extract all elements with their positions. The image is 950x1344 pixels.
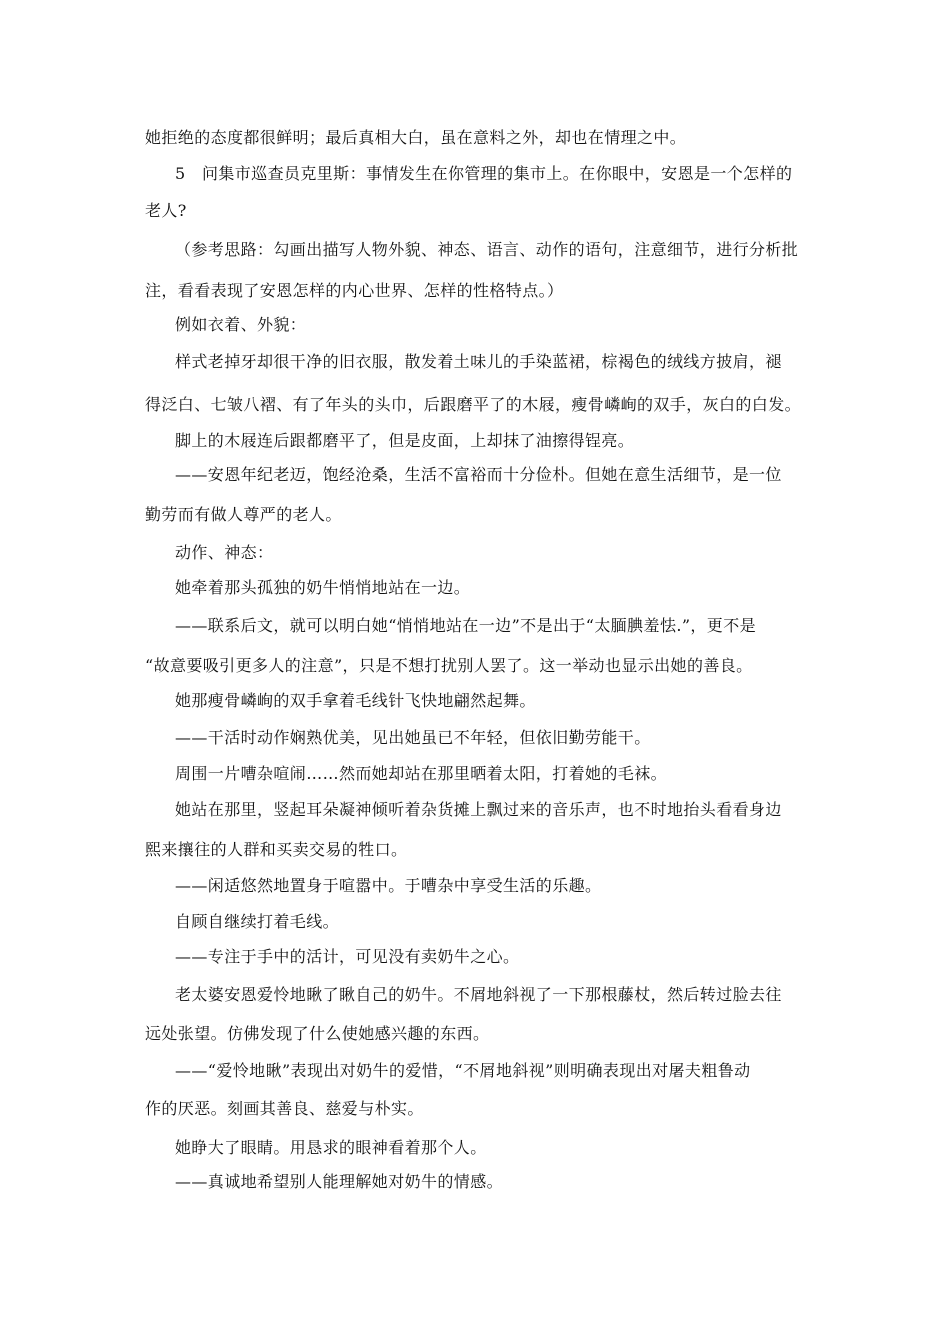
text-line: 例如衣着、外貌：: [175, 315, 307, 334]
text-line: 动作、神态：: [175, 543, 274, 562]
text-line: 5 问集市巡查员克里斯：事情发生在你管理的集市上。在你眼中，安恩是一个怎样的: [175, 164, 793, 183]
text-line: 作的厌恶。刻画其善良、慈爱与朴实。: [145, 1099, 424, 1118]
text-line: “故意要吸引更多人的注意”，只是不想打扰别人罢了。这一举动也显示出她的善良。: [145, 656, 753, 675]
text-line: 自顾自继续打着毛线。: [175, 912, 340, 931]
text-line: 熙来攘往的人群和买卖交易的牲口。: [145, 840, 408, 859]
text-line: 勤劳而有做人尊严的老人。: [145, 505, 342, 524]
text-line: 她拒绝的态度都很鲜明；最后真相大白，虽在意料之外，却也在情理之中。: [145, 128, 687, 147]
text-line: 注，看看表现了安恩怎样的内心世界、怎样的性格特点。）: [145, 281, 564, 300]
text-line: ——联系后文，就可以明白她“悄悄地站在一边”不是出于“太腼腆羞怯.”，更不是: [175, 616, 757, 635]
text-line: ——干活时动作娴熟优美，见出她虽已不年轻，但依旧勤劳能干。: [175, 728, 651, 747]
text-line: 老人?: [145, 201, 187, 220]
text-line: 她站在那里，竖起耳朵凝神倾听着杂货摊上飘过来的音乐声，也不时地抬头看看身边: [175, 800, 782, 819]
text-line: ——“爱怜地瞅”表现出对奶牛的爱惜，“不屑地斜视”则明确表现出对屠夫粗鲁动: [175, 1061, 751, 1080]
text-line: ——真诚地希望别人能理解她对奶牛的情感。: [175, 1172, 504, 1191]
text-line: 样式老掉牙却很干净的旧衣服，散发着土味儿的手染蓝裙，棕褐色的绒线方披肩，褪: [175, 352, 782, 371]
text-line: 脚上的木屐连后跟都磨平了，但是皮面，上却抹了油擦得锃亮。: [175, 431, 635, 450]
text-line: ——安恩年纪老迈，饱经沧桑，生活不富裕而十分俭朴。但她在意生活细节，是一位: [175, 465, 782, 484]
text-line: 她那瘦骨嶙峋的双手拿着毛线针飞快地翩然起舞。: [175, 691, 536, 710]
text-line: ——闲适悠然地置身于喧嚣中。于嘈杂中享受生活的乐趣。: [175, 876, 602, 895]
text-line: （参考思路：勾画出描写人物外貌、神态、语言、动作的语句，注意细节，进行分析批: [175, 240, 799, 259]
text-line: 周围一片嘈杂喧闹……然而她却站在那里晒着太阳，打着她的毛袜。: [175, 764, 668, 783]
text-line: 得泛白、七皱八褶、有了年头的头巾，后跟磨平了的木屐，瘦骨嶙峋的双手，灰白的白发。: [145, 395, 802, 414]
text-line: 她睁大了眼睛。用恳求的眼神看着那个人。: [175, 1138, 487, 1157]
text-line: 她牵着那头孤独的奶牛悄悄地站在一边。: [175, 578, 471, 597]
text-line: 远处张望。仿佛发现了什么使她感兴趣的东西。: [145, 1024, 490, 1043]
text-line: ——专注于手中的活计，可见没有卖奶牛之心。: [175, 947, 520, 966]
text-line: 老太婆安恩爱怜地瞅了瞅自己的奶牛。不屑地斜视了一下那根藤杖，然后转过脸去往: [175, 985, 782, 1004]
